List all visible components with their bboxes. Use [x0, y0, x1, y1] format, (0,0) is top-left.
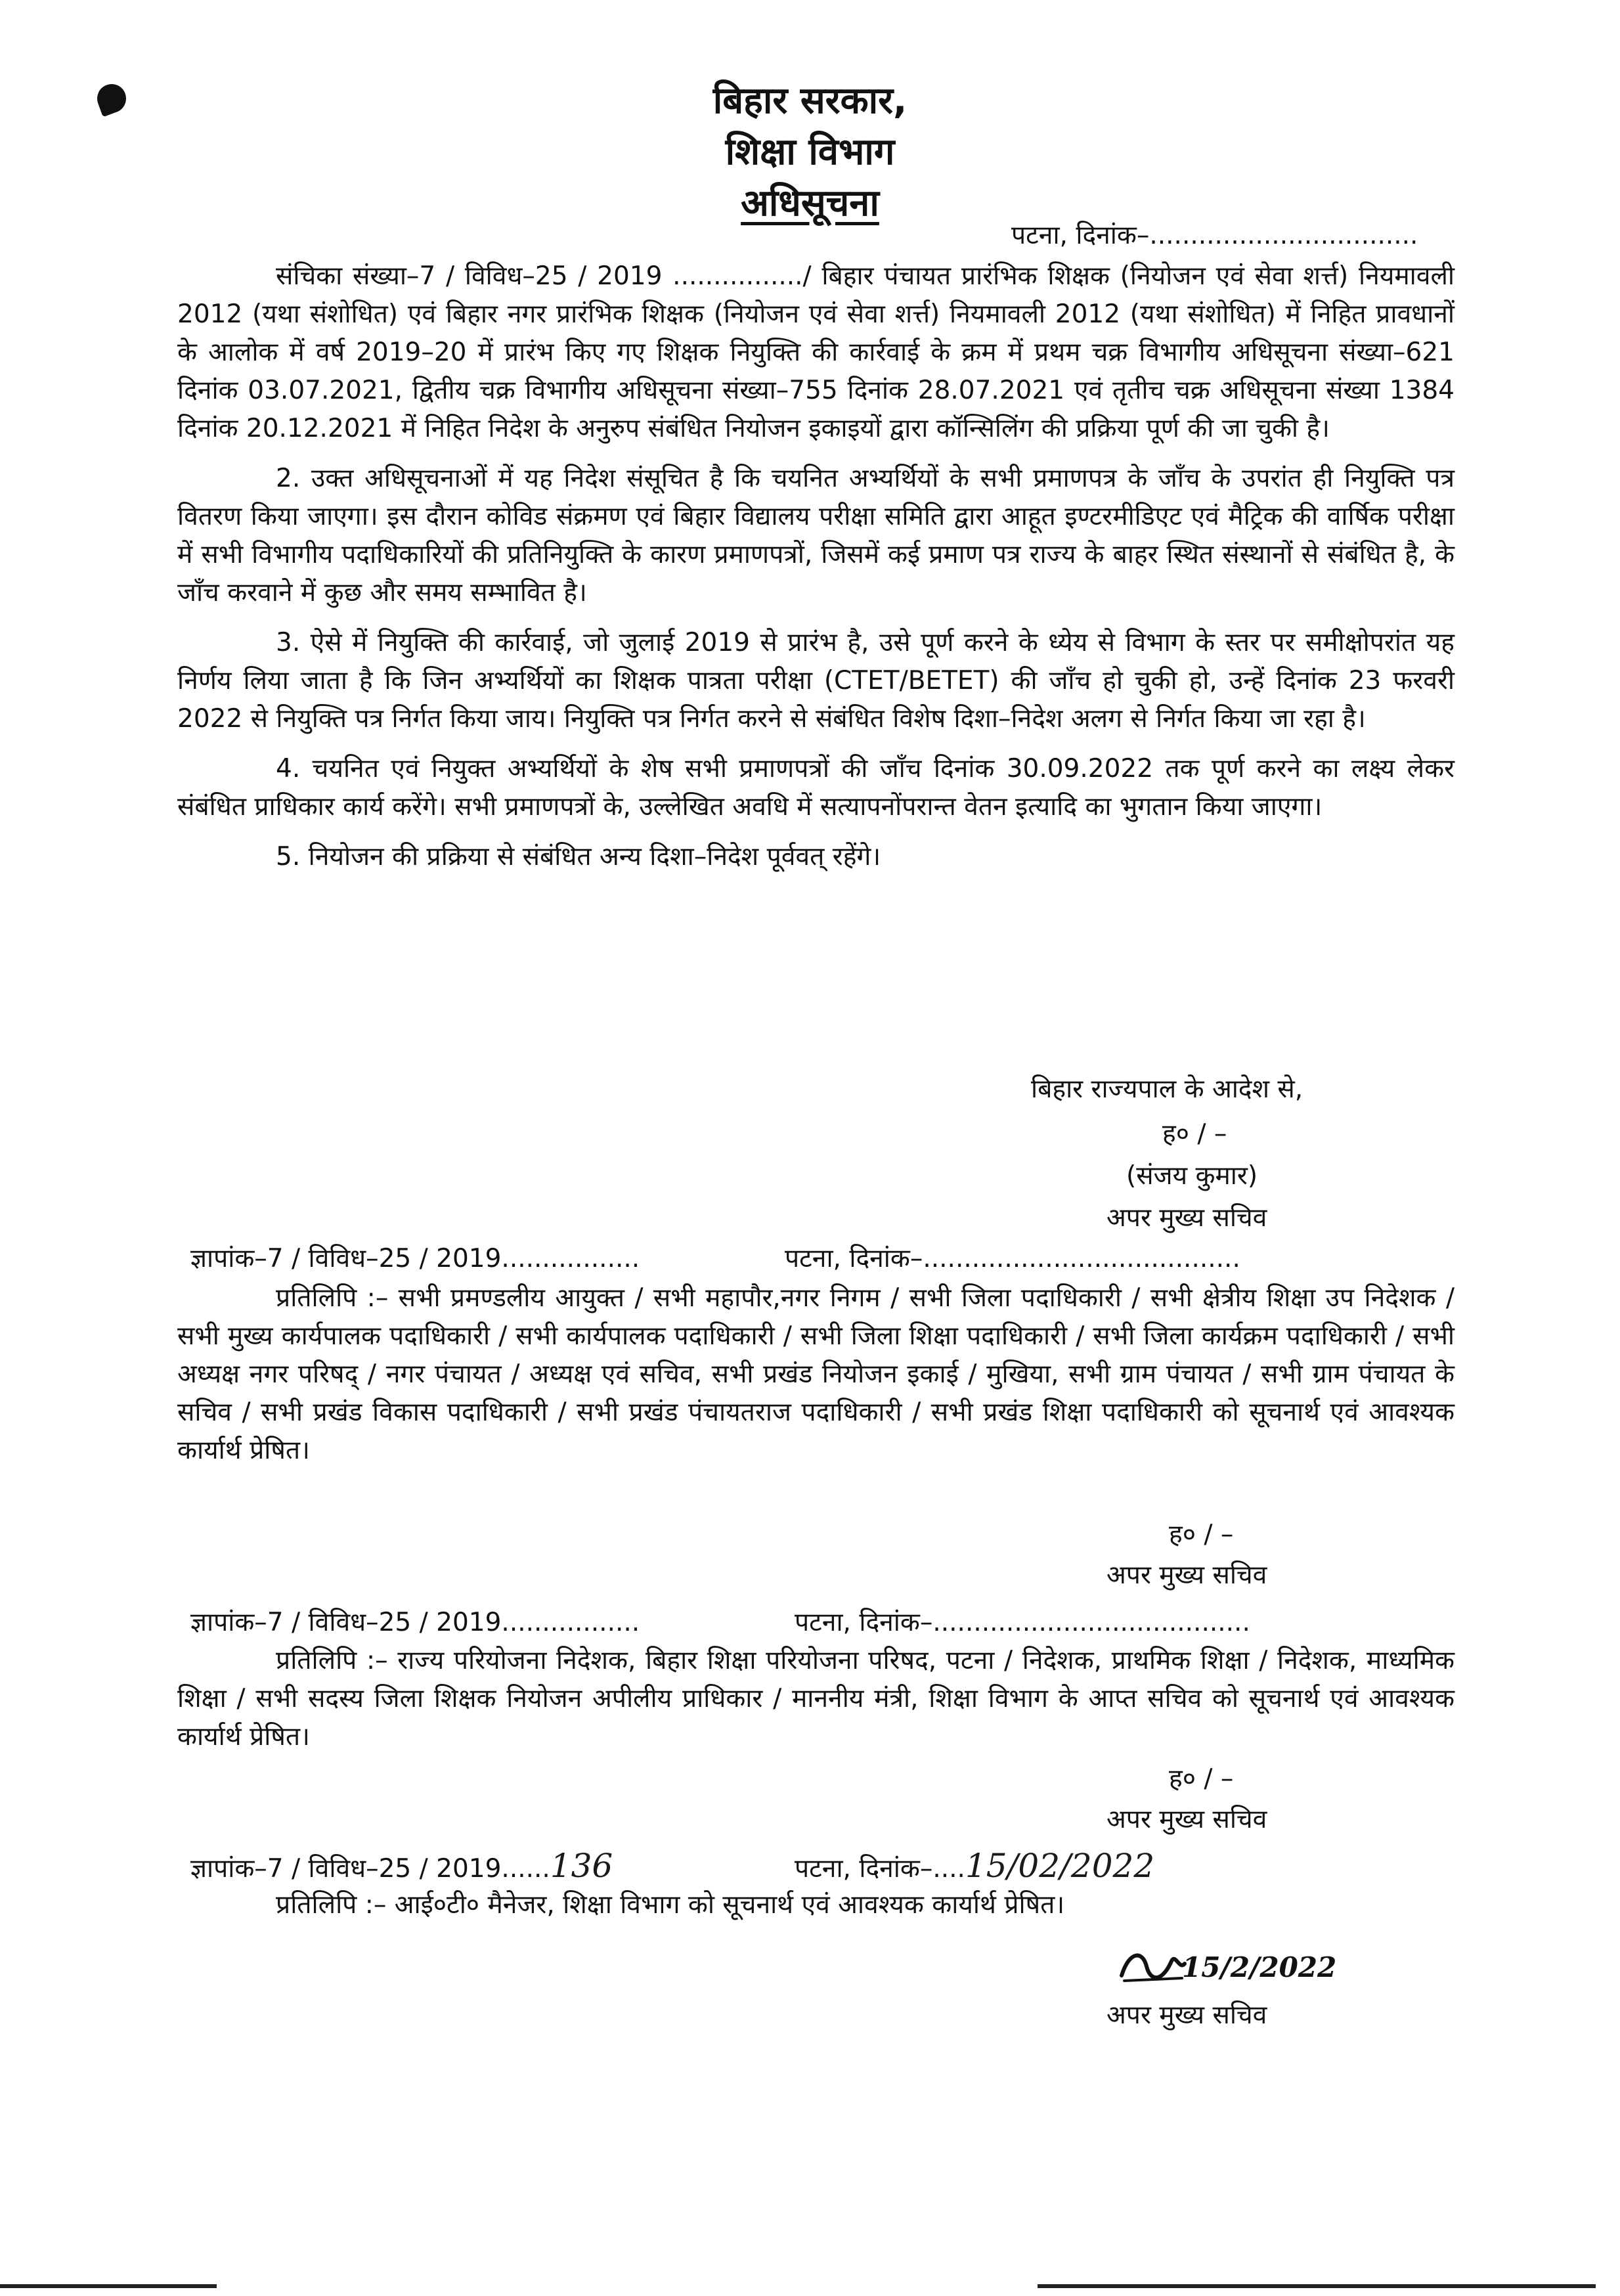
- paragraph-2: 2. उक्त अधिसूचनाओं में यह निदेश संसूचित है कि चयनित अभ्यर्थियों के सभी प्रमाणपत्र के जाँच के उपरांत ही नियुक्ति पत्र वितरण किया जाएगा। इस दौरान कोविड संक्रमण एवं बिहार विद्यालय परीक्षा समिति द्वारा आहूत इण्टरमीडिएट एवं मैट्रिक की वार्षिक परीक्षा में सभी विभागीय पदाधिकारियों की प्रतिनियुक्ति के कारण प्रमाणपत्रों, जिसमें कई प्रमाण पत्र राज्य के बाहर स्थित संस्थानों से संबंधित है, के जाँच करवाने में कुछ और समय सम्भावित है।: [177, 464, 1455, 607]
- governor-order-line: बिहार राज्यपाल के आदेश से,: [1031, 1074, 1303, 1104]
- handwritten-signature: [1116, 1944, 1337, 1990]
- memo-3-body: [177, 1886, 1455, 1936]
- memo-1-place-date: पटना, दिनांक–.......................................: [785, 1244, 1240, 1273]
- memo-1-signed-mark: ह० / –: [1169, 1520, 1234, 1549]
- government-title: बिहार सरकार,: [712, 79, 908, 122]
- signature-date: 15/2/2022: [1182, 1951, 1337, 1983]
- document-header: [0, 76, 1620, 229]
- paragraph-1: संचिका संख्या–7 / विविध–25 / 2019 ................/ बिहार पंचायत प्रारंभिक शिक्षक (नियोजन एवं सेवा शर्त्त) नियमावली 2012 (यथा संशोधित) एवं बिहार नगर प्रारंभिक शिक्षक (नियोजन एवं सेवा शर्त्त) नियमावली 2012 (यथा संशोधित) में निहित प्रावधानों के आलोक में वर्ष 2019–20 में प्रारंभ किए गए शिक्षक नियुक्ति की कार्रवाई के क्रम में प्रथम चक्र विभागीय अधिसूचना संख्या–621 दिनांक 03.07.2021, द्वितीय चक्र विभागीय अधिसूचना संख्या–755 दिनांक 28.07.2021 एवं तृतीच चक्र अधिसूचना संख्या 1384 दिनांक 20.12.2021 में निहित निदेश के अनुरुप संबंधित नियोजन इकाइयों द्वारा कॉन्सिलिंग की प्रक्रिया पूर्ण की जा चुकी है।: [177, 261, 1455, 443]
- notification-title: अधिसूचना: [741, 182, 879, 225]
- memo-1-designation: अपर मुख्य सचिव: [1106, 1560, 1267, 1590]
- memo-3-handwritten-number: 136: [550, 1847, 613, 1885]
- memo-2-reference: ज्ञापांक–7 / विविध–25 / 2019.................: [190, 1608, 640, 1637]
- signatory-designation: अपर मुख्य सचिव: [1106, 1203, 1267, 1233]
- department-title: शिक्षा विभाग: [725, 131, 895, 173]
- memo-3-place-date: [795, 1847, 1154, 1888]
- memo-2-place-date: पटना, दिनांक–.......................................: [795, 1608, 1250, 1637]
- memo-2-designation: अपर मुख्य सचिव: [1106, 1805, 1267, 1834]
- paragraph-5: 5. नियोजन की प्रक्रिया से संबंधित अन्य दिशा–निदेश पूर्ववत् रहेंगे।: [276, 842, 881, 872]
- paragraph-3: 3. ऐसे में नियुक्ति की कार्रवाई, जो जुलाई 2019 से प्रारंभ है, उसे पूर्ण करने के ध्येय से विभाग के स्तर पर समीक्षोपरांत यह निर्णय लिया जाता है कि जिन अभ्यर्थियों का शिक्षक पात्रता परीक्षा (CTET/BETET) की जाँच हो चुकी हो, उन्हें दिनांक 23 फरवरी 2022 से नियुक्ति पत्र निर्गत किया जाय। नियुक्ति पत्र निर्गत करने से संबंधित विशेष दिशा–निदेश अलग से निर्गत किया जा रहा है।: [177, 628, 1455, 734]
- notification-place-date: पटना, दिनांक–.................................: [1011, 221, 1418, 250]
- memo-3-designation: अपर मुख्य सचिव: [1106, 2000, 1267, 2030]
- signed-mark: ह० / –: [1162, 1119, 1227, 1149]
- memo-1-body: [177, 1279, 1455, 1482]
- memo-3-handwritten-date: 15/02/2022: [965, 1847, 1155, 1885]
- memo-1-reference: ज्ञापांक–7 / विविध–25 / 2019.................: [190, 1244, 640, 1273]
- memo-1-copy-list: प्रतिलिपि :– सभी प्रमण्डलीय आयुक्त / सभी महापौर,नगर निगम / सभी जिला पदाधिकारी / सभी क्षेत्रीय शिक्षा उप निदेशक / सभी मुख्य कार्यपालक पदाधिकारी / सभी कार्यपालक पदाधिकारी / सभी जिला शिक्षा पदाधिकारी / सभी जिला कार्यक्रम पदाधिकारी / सभी अध्यक्ष नगर परिषद् / नगर पंचायत / अध्यक्ष एवं सचिव, सभी प्रखंड नियोजन इकाई / मुखिया, सभी ग्राम पंचायत / सभी ग्राम पंचायत के सचिव / सभी प्रखंड विकास पदाधिकारी / सभी प्रखंड पंचायतराज पदाधिकारी / सभी प्रखंड शिक्षा पदाधिकारी को सूचनार्थ एवं आवश्यक कार्यार्थ प्रेषित।: [177, 1283, 1455, 1465]
- memo-3-reference-prefix: ज्ञापांक–7 / विविध–25 / 2019......: [190, 1854, 550, 1884]
- memo-2-body: [177, 1642, 1455, 1768]
- memo-2-copy-list: प्रतिलिपि :– राज्य परियोजना निदेशक, बिहार शिक्षा परियोजना परिषद, पटना / निदेशक, प्राथमिक शिक्षा / निदेशक, माध्यमिक शिक्षा / सभी सदस्य जिला शिक्षक नियोजन अपीलीय प्राधिकार / माननीय मंत्री, शिक्षा विभाग के आप्त सचिव को सूचनार्थ एवं आवश्यक कार्यार्थ प्रेषित।: [177, 1646, 1455, 1752]
- memo-3-place-prefix: पटना, दिनांक–....: [795, 1854, 965, 1884]
- memo-3-copy-list: प्रतिलिपि :– आई०टी० मैनेजर, शिक्षा विभाग को सूचनार्थ एवं आवश्यक कार्यार्थ प्रेषित।: [276, 1890, 1065, 1920]
- memo-2-signed-mark: ह० / –: [1169, 1764, 1234, 1794]
- signatory-name: (संजय कुमार): [1126, 1161, 1258, 1191]
- footer-rule-left: [0, 2284, 217, 2288]
- memo-3-reference: [190, 1847, 613, 1888]
- footer-rule-right: [1038, 2284, 1596, 2288]
- paragraph-4: 4. चयनित एवं नियुक्त अभ्यर्थियों के शेष सभी प्रमाणपत्रों की जाँच दिनांक 30.09.2022 तक पूर्ण करने का लक्ष्य लेकर संबंधित प्राधिकार कार्य करेंगे। सभी प्रमाणपत्रों के, उल्लेखित अवधि में सत्यापनोंपरान्त वेतन इत्यादि का भुगतान किया जाएगा।: [177, 754, 1455, 822]
- notification-body: [177, 257, 1455, 888]
